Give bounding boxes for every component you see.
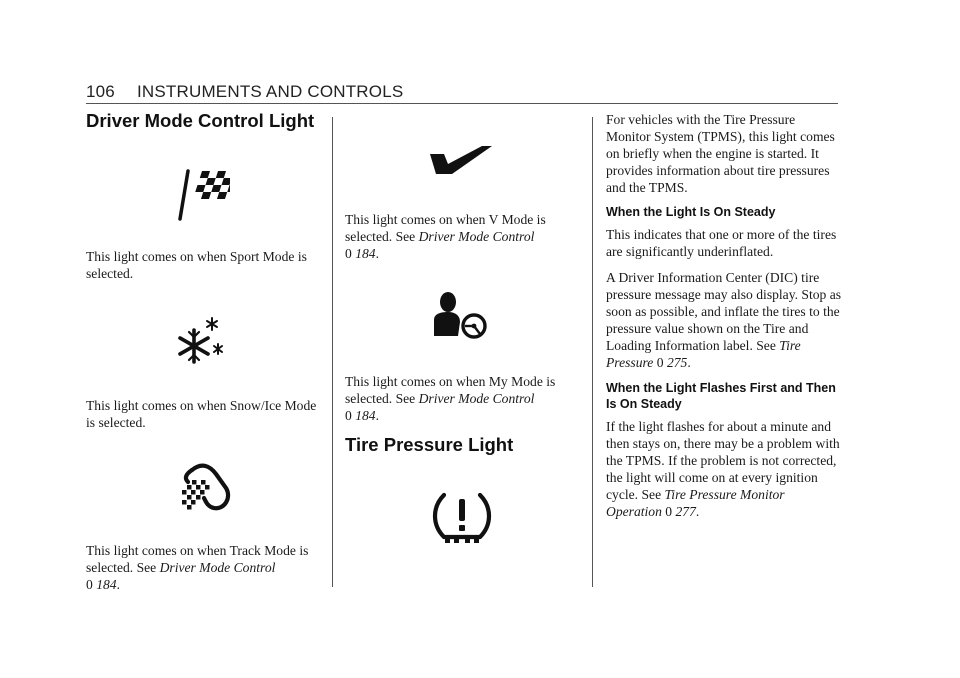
column-divider (592, 117, 593, 587)
column-1 (86, 110, 322, 132)
column-divider (332, 117, 333, 587)
page-ref-184[interactable]: 184 (96, 577, 117, 592)
tpms-problem-text: If the light flashes for about a minute and then stays on, there may be a problem with the TPMS. If the problem is not corrected, the light will come on at every ignition cycle. See Tire Pressure Monitor Operation 0 277. (606, 419, 840, 519)
sport-mode-text: This light comes on when Sport Mode is selected. (86, 249, 307, 281)
track-mode-icon (174, 460, 234, 518)
underinflated-text: This indicates that one or more of the tires are significantly underinflated. (606, 227, 837, 259)
tire-pressure-link[interactable]: Tire Pressure (606, 338, 801, 370)
section-title: INSTRUMENTS AND CONTROLS (136, 82, 404, 101)
snow-ice-mode-text: This light comes on when Snow/Ice Mode is selected. (86, 398, 317, 430)
subheading-light-on-steady: When the Light Is On Steady (606, 205, 776, 219)
section-heading-driver-mode: Driver Mode Control Light (86, 110, 315, 131)
driver-mode-control-link[interactable]: Driver Mode Control (418, 229, 535, 244)
checkered-flag-icon (172, 165, 232, 221)
page-header (86, 82, 403, 102)
v-mode-icon (426, 140, 498, 180)
my-mode-text: This light comes on when My Mode is selected. See Driver Mode Control 0 184. (345, 374, 556, 423)
dic-message-text: A Driver Information Center (DIC) tire pressure message may also display. Stop as soon as possible, and inflate the tires to the pressure value shown on the Tire and Loading Information label. See Tire Pressure 0 275. (606, 270, 842, 370)
page-number: 106 (86, 82, 115, 101)
page-ref-symbol: 0 (86, 577, 93, 592)
section-heading-tire-pressure: Tire Pressure Light (345, 434, 514, 455)
column-3 (606, 111, 842, 520)
page-ref-184[interactable]: 184 (355, 408, 376, 423)
tpms-intro-text: For vehicles with the Tire Pressure Monitor System (TPMS), this light comes on briefly when the engine is started. It provides information about tire pressures and the TPMS. (606, 112, 835, 195)
driver-mode-control-link[interactable]: Driver Mode Control (159, 560, 276, 575)
header-rule (86, 103, 838, 104)
driver-mode-control-link[interactable]: Driver Mode Control (418, 391, 535, 406)
my-mode-icon (428, 290, 496, 342)
page-ref-184[interactable]: 184 (355, 246, 376, 261)
subheading-light-flashes: When the Light Flashes First and Then Is On Steady (606, 381, 836, 411)
tire-pressure-warning-icon (430, 487, 494, 545)
v-mode-text: This light comes on when V Mode is selected. See Driver Mode Control 0 184. (345, 212, 546, 261)
page-ref-277[interactable]: 277 (675, 504, 696, 519)
tire-pressure-monitor-operation-link[interactable]: Tire Pressure Monitor Operation (606, 487, 785, 519)
page-ref-275[interactable]: 275 (666, 355, 688, 370)
snowflake-icon (174, 314, 230, 368)
track-mode-text: This light comes on when Track Mode is selected. See Driver Mode Control 0 184. (86, 543, 309, 592)
